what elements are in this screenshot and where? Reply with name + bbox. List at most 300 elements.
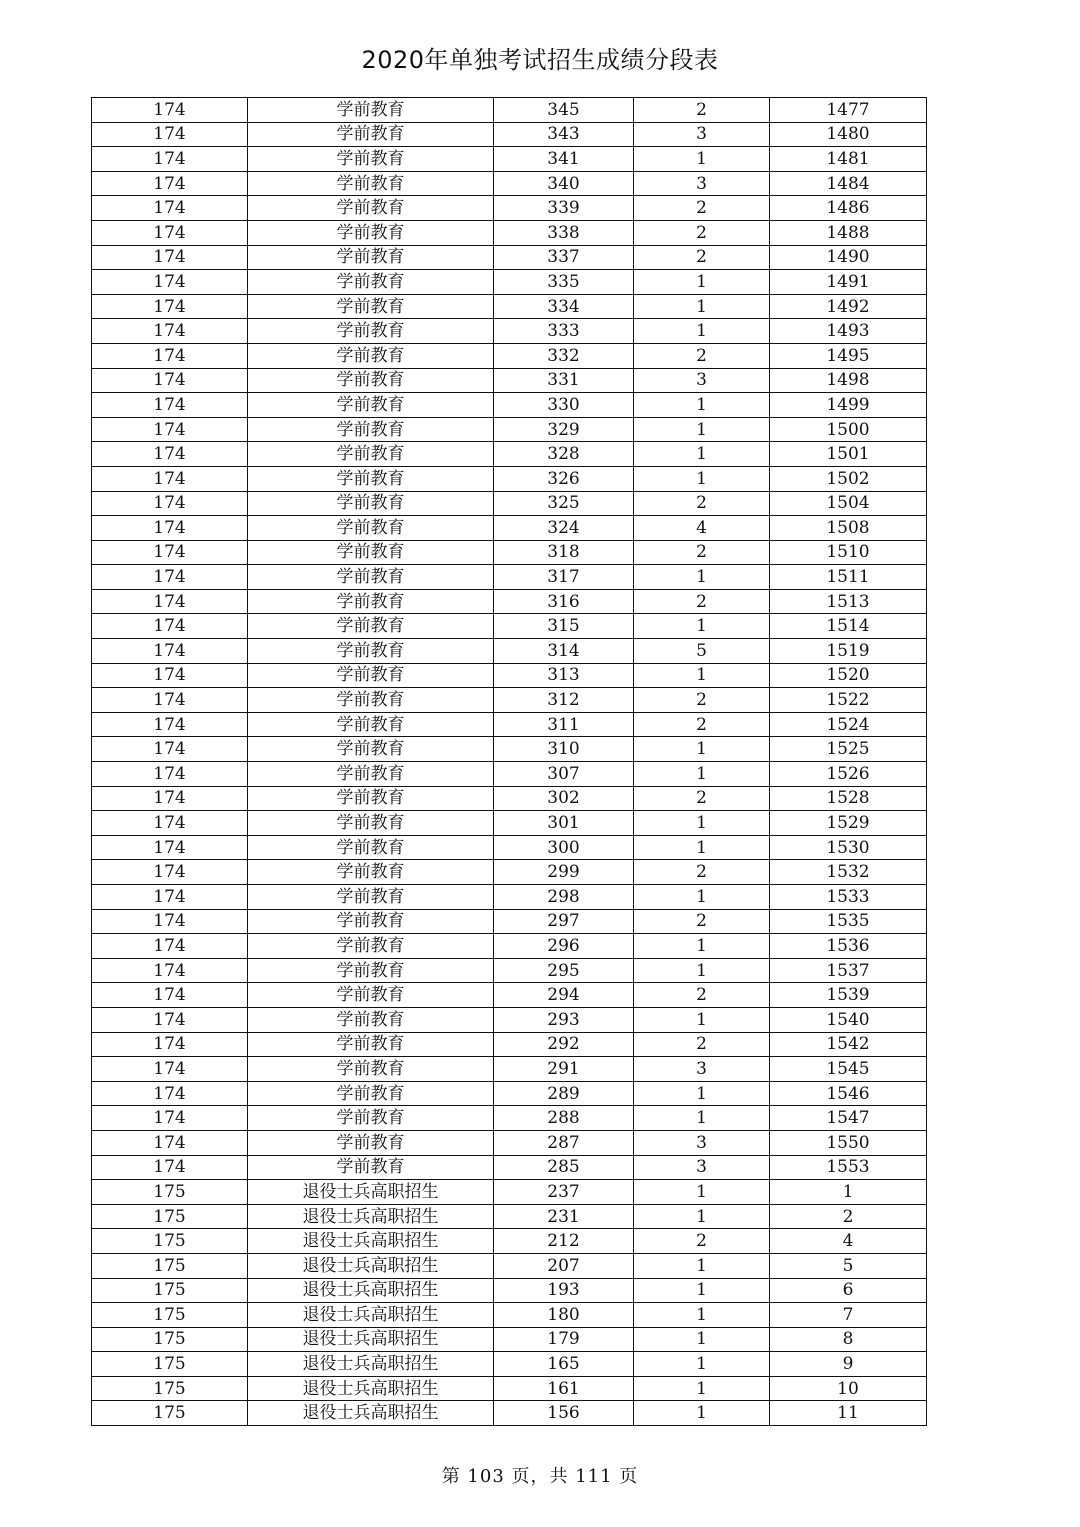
count-cell: 1 bbox=[634, 1106, 770, 1131]
table-row bbox=[92, 565, 927, 590]
major-cell: 学前教育 bbox=[248, 663, 494, 688]
cumulative-cell: 8 bbox=[770, 1327, 927, 1352]
table-row bbox=[92, 934, 927, 959]
count-cell: 1 bbox=[634, 1303, 770, 1328]
major-cell: 学前教育 bbox=[248, 614, 494, 639]
cumulative-cell: 1513 bbox=[770, 589, 927, 614]
cumulative-cell: 9 bbox=[770, 1352, 927, 1377]
count-cell: 3 bbox=[634, 368, 770, 393]
count-cell: 1 bbox=[634, 294, 770, 319]
score-cell: 294 bbox=[494, 983, 634, 1008]
score-cell: 318 bbox=[494, 540, 634, 565]
group-code-cell: 174 bbox=[92, 1155, 248, 1180]
major-cell: 退役士兵高职招生 bbox=[248, 1303, 494, 1328]
cumulative-cell: 1553 bbox=[770, 1155, 927, 1180]
cumulative-cell: 1545 bbox=[770, 1057, 927, 1082]
count-cell: 1 bbox=[634, 393, 770, 418]
cumulative-cell: 1522 bbox=[770, 688, 927, 713]
count-cell: 2 bbox=[634, 245, 770, 270]
cumulative-cell: 1526 bbox=[770, 762, 927, 787]
major-cell: 退役士兵高职招生 bbox=[248, 1278, 494, 1303]
count-cell: 1 bbox=[634, 1180, 770, 1205]
score-cell: 328 bbox=[494, 442, 634, 467]
count-cell: 2 bbox=[634, 540, 770, 565]
cumulative-cell: 1533 bbox=[770, 885, 927, 910]
score-cell: 335 bbox=[494, 270, 634, 295]
group-code-cell: 174 bbox=[92, 1057, 248, 1082]
table-row bbox=[92, 368, 927, 393]
score-cell: 337 bbox=[494, 245, 634, 270]
score-cell: 165 bbox=[494, 1352, 634, 1377]
score-cell: 292 bbox=[494, 1032, 634, 1057]
group-code-cell: 174 bbox=[92, 516, 248, 541]
count-cell: 1 bbox=[634, 663, 770, 688]
major-cell: 学前教育 bbox=[248, 958, 494, 983]
major-cell: 学前教育 bbox=[248, 934, 494, 959]
table-body bbox=[92, 98, 927, 1426]
table-row bbox=[92, 98, 927, 123]
score-cell: 332 bbox=[494, 343, 634, 368]
group-code-cell: 174 bbox=[92, 393, 248, 418]
major-cell: 退役士兵高职招生 bbox=[248, 1253, 494, 1278]
score-cell: 313 bbox=[494, 663, 634, 688]
cumulative-cell: 11 bbox=[770, 1401, 927, 1426]
table-row bbox=[92, 1155, 927, 1180]
score-cell: 345 bbox=[494, 98, 634, 123]
group-code-cell: 174 bbox=[92, 540, 248, 565]
group-code-cell: 174 bbox=[92, 220, 248, 245]
table-row bbox=[92, 417, 927, 442]
group-code-cell: 175 bbox=[92, 1204, 248, 1229]
cumulative-cell: 1504 bbox=[770, 491, 927, 516]
score-cell: 324 bbox=[494, 516, 634, 541]
major-cell: 退役士兵高职招生 bbox=[248, 1327, 494, 1352]
count-cell: 1 bbox=[634, 737, 770, 762]
score-cell: 237 bbox=[494, 1180, 634, 1205]
group-code-cell: 174 bbox=[92, 712, 248, 737]
score-cell: 180 bbox=[494, 1303, 634, 1328]
count-cell: 2 bbox=[634, 983, 770, 1008]
group-code-cell: 175 bbox=[92, 1278, 248, 1303]
table-row bbox=[92, 1303, 927, 1328]
count-cell: 2 bbox=[634, 589, 770, 614]
count-cell: 2 bbox=[634, 1229, 770, 1254]
score-cell: 156 bbox=[494, 1401, 634, 1426]
group-code-cell: 175 bbox=[92, 1180, 248, 1205]
count-cell: 2 bbox=[634, 1032, 770, 1057]
major-cell: 学前教育 bbox=[248, 1155, 494, 1180]
count-cell: 1 bbox=[634, 1007, 770, 1032]
major-cell: 学前教育 bbox=[248, 1106, 494, 1131]
table-row bbox=[92, 540, 927, 565]
group-code-cell: 174 bbox=[92, 1007, 248, 1032]
count-cell: 2 bbox=[634, 491, 770, 516]
cumulative-cell: 1510 bbox=[770, 540, 927, 565]
table-row bbox=[92, 614, 927, 639]
cumulative-cell: 1486 bbox=[770, 196, 927, 221]
table-row bbox=[92, 1032, 927, 1057]
table-row bbox=[92, 220, 927, 245]
count-cell: 1 bbox=[634, 1253, 770, 1278]
count-cell: 1 bbox=[634, 811, 770, 836]
cumulative-cell: 1529 bbox=[770, 811, 927, 836]
score-cell: 295 bbox=[494, 958, 634, 983]
score-cell: 193 bbox=[494, 1278, 634, 1303]
count-cell: 5 bbox=[634, 639, 770, 664]
cumulative-cell: 1514 bbox=[770, 614, 927, 639]
group-code-cell: 174 bbox=[92, 196, 248, 221]
group-code-cell: 175 bbox=[92, 1352, 248, 1377]
group-code-cell: 174 bbox=[92, 909, 248, 934]
score-cell: 212 bbox=[494, 1229, 634, 1254]
major-cell: 学前教育 bbox=[248, 589, 494, 614]
group-code-cell: 174 bbox=[92, 762, 248, 787]
score-cell: 293 bbox=[494, 1007, 634, 1032]
table-row bbox=[92, 319, 927, 344]
count-cell: 1 bbox=[634, 835, 770, 860]
group-code-cell: 174 bbox=[92, 147, 248, 172]
score-cell: 312 bbox=[494, 688, 634, 713]
cumulative-cell: 1491 bbox=[770, 270, 927, 295]
major-cell: 学前教育 bbox=[248, 1032, 494, 1057]
cumulative-cell: 6 bbox=[770, 1278, 927, 1303]
cumulative-cell: 1501 bbox=[770, 442, 927, 467]
cumulative-cell: 1502 bbox=[770, 466, 927, 491]
group-code-cell: 174 bbox=[92, 958, 248, 983]
major-cell: 学前教育 bbox=[248, 1130, 494, 1155]
cumulative-cell: 1547 bbox=[770, 1106, 927, 1131]
count-cell: 1 bbox=[634, 1204, 770, 1229]
table-row bbox=[92, 811, 927, 836]
score-cell: 285 bbox=[494, 1155, 634, 1180]
count-cell: 1 bbox=[634, 565, 770, 590]
group-code-cell: 174 bbox=[92, 417, 248, 442]
group-code-cell: 174 bbox=[92, 786, 248, 811]
major-cell: 学前教育 bbox=[248, 860, 494, 885]
major-cell: 学前教育 bbox=[248, 245, 494, 270]
score-cell: 297 bbox=[494, 909, 634, 934]
table-row bbox=[92, 516, 927, 541]
count-cell: 1 bbox=[634, 319, 770, 344]
cumulative-cell: 1536 bbox=[770, 934, 927, 959]
cumulative-cell: 1519 bbox=[770, 639, 927, 664]
count-cell: 1 bbox=[634, 614, 770, 639]
major-cell: 学前教育 bbox=[248, 811, 494, 836]
table-row bbox=[92, 270, 927, 295]
count-cell: 3 bbox=[634, 171, 770, 196]
group-code-cell: 174 bbox=[92, 171, 248, 196]
cumulative-cell: 1511 bbox=[770, 565, 927, 590]
group-code-cell: 174 bbox=[92, 663, 248, 688]
score-cell: 302 bbox=[494, 786, 634, 811]
cumulative-cell: 1530 bbox=[770, 835, 927, 860]
score-cell: 310 bbox=[494, 737, 634, 762]
score-cell: 231 bbox=[494, 1204, 634, 1229]
table-row bbox=[92, 1253, 927, 1278]
group-code-cell: 175 bbox=[92, 1253, 248, 1278]
page-title: 2020年单独考试招生成绩分段表 bbox=[361, 46, 719, 74]
table-row bbox=[92, 466, 927, 491]
cumulative-cell: 1528 bbox=[770, 786, 927, 811]
score-cell: 301 bbox=[494, 811, 634, 836]
group-code-cell: 174 bbox=[92, 737, 248, 762]
count-cell: 1 bbox=[634, 1327, 770, 1352]
major-cell: 学前教育 bbox=[248, 196, 494, 221]
score-cell: 343 bbox=[494, 122, 634, 147]
count-cell: 2 bbox=[634, 712, 770, 737]
score-cell: 333 bbox=[494, 319, 634, 344]
major-cell: 学前教育 bbox=[248, 786, 494, 811]
major-cell: 退役士兵高职招生 bbox=[248, 1376, 494, 1401]
major-cell: 退役士兵高职招生 bbox=[248, 1180, 494, 1205]
group-code-cell: 174 bbox=[92, 368, 248, 393]
table-row bbox=[92, 860, 927, 885]
major-cell: 学前教育 bbox=[248, 639, 494, 664]
major-cell: 学前教育 bbox=[248, 712, 494, 737]
major-cell: 学前教育 bbox=[248, 220, 494, 245]
table-row bbox=[92, 1081, 927, 1106]
cumulative-cell: 1524 bbox=[770, 712, 927, 737]
count-cell: 1 bbox=[634, 1081, 770, 1106]
count-cell: 1 bbox=[634, 885, 770, 910]
cumulative-cell: 2 bbox=[770, 1204, 927, 1229]
count-cell: 2 bbox=[634, 909, 770, 934]
cumulative-cell: 1 bbox=[770, 1180, 927, 1205]
table-row bbox=[92, 786, 927, 811]
score-cell: 331 bbox=[494, 368, 634, 393]
score-cell: 307 bbox=[494, 762, 634, 787]
group-code-cell: 174 bbox=[92, 860, 248, 885]
count-cell: 1 bbox=[634, 442, 770, 467]
cumulative-cell: 1480 bbox=[770, 122, 927, 147]
cumulative-cell: 1490 bbox=[770, 245, 927, 270]
major-cell: 学前教育 bbox=[248, 1007, 494, 1032]
count-cell: 2 bbox=[634, 688, 770, 713]
table-row bbox=[92, 1130, 927, 1155]
major-cell: 学前教育 bbox=[248, 540, 494, 565]
table-row bbox=[92, 1327, 927, 1352]
table-row bbox=[92, 639, 927, 664]
major-cell: 学前教育 bbox=[248, 885, 494, 910]
score-cell: 329 bbox=[494, 417, 634, 442]
count-cell: 1 bbox=[634, 958, 770, 983]
count-cell: 3 bbox=[634, 1057, 770, 1082]
group-code-cell: 174 bbox=[92, 294, 248, 319]
table-row bbox=[92, 1007, 927, 1032]
cumulative-cell: 1525 bbox=[770, 737, 927, 762]
major-cell: 学前教育 bbox=[248, 983, 494, 1008]
cumulative-cell: 1550 bbox=[770, 1130, 927, 1155]
score-cell: 316 bbox=[494, 589, 634, 614]
table-row bbox=[92, 171, 927, 196]
table-row bbox=[92, 1106, 927, 1131]
score-cell: 207 bbox=[494, 1253, 634, 1278]
group-code-cell: 174 bbox=[92, 466, 248, 491]
cumulative-cell: 1535 bbox=[770, 909, 927, 934]
group-code-cell: 175 bbox=[92, 1401, 248, 1426]
score-cell: 161 bbox=[494, 1376, 634, 1401]
major-cell: 退役士兵高职招生 bbox=[248, 1204, 494, 1229]
major-cell: 学前教育 bbox=[248, 491, 494, 516]
group-code-cell: 174 bbox=[92, 1032, 248, 1057]
table-row bbox=[92, 147, 927, 172]
cumulative-cell: 4 bbox=[770, 1229, 927, 1254]
cumulative-cell: 1492 bbox=[770, 294, 927, 319]
score-cell: 289 bbox=[494, 1081, 634, 1106]
table-row bbox=[92, 885, 927, 910]
table-row bbox=[92, 122, 927, 147]
cumulative-cell: 1508 bbox=[770, 516, 927, 541]
cumulative-cell: 1493 bbox=[770, 319, 927, 344]
group-code-cell: 175 bbox=[92, 1229, 248, 1254]
cumulative-cell: 1520 bbox=[770, 663, 927, 688]
major-cell: 学前教育 bbox=[248, 762, 494, 787]
score-table bbox=[91, 97, 927, 1426]
cumulative-cell: 7 bbox=[770, 1303, 927, 1328]
major-cell: 学前教育 bbox=[248, 466, 494, 491]
table-row bbox=[92, 491, 927, 516]
score-cell: 325 bbox=[494, 491, 634, 516]
group-code-cell: 174 bbox=[92, 811, 248, 836]
count-cell: 1 bbox=[634, 1278, 770, 1303]
major-cell: 学前教育 bbox=[248, 122, 494, 147]
table-row bbox=[92, 1401, 927, 1426]
cumulative-cell: 1499 bbox=[770, 393, 927, 418]
score-cell: 330 bbox=[494, 393, 634, 418]
score-cell: 326 bbox=[494, 466, 634, 491]
table-row bbox=[92, 835, 927, 860]
count-cell: 2 bbox=[634, 786, 770, 811]
table-row bbox=[92, 712, 927, 737]
major-cell: 学前教育 bbox=[248, 98, 494, 123]
group-code-cell: 175 bbox=[92, 1327, 248, 1352]
major-cell: 学前教育 bbox=[248, 319, 494, 344]
count-cell: 3 bbox=[634, 122, 770, 147]
group-code-cell: 174 bbox=[92, 98, 248, 123]
score-cell: 314 bbox=[494, 639, 634, 664]
table-row bbox=[92, 393, 927, 418]
major-cell: 学前教育 bbox=[248, 171, 494, 196]
major-cell: 学前教育 bbox=[248, 147, 494, 172]
table-row bbox=[92, 245, 927, 270]
cumulative-cell: 1477 bbox=[770, 98, 927, 123]
score-cell: 298 bbox=[494, 885, 634, 910]
table-row bbox=[92, 663, 927, 688]
table-row bbox=[92, 1204, 927, 1229]
group-code-cell: 174 bbox=[92, 319, 248, 344]
count-cell: 1 bbox=[634, 1401, 770, 1426]
major-cell: 学前教育 bbox=[248, 442, 494, 467]
group-code-cell: 174 bbox=[92, 270, 248, 295]
cumulative-cell: 1539 bbox=[770, 983, 927, 1008]
group-code-cell: 174 bbox=[92, 1130, 248, 1155]
count-cell: 4 bbox=[634, 516, 770, 541]
count-cell: 1 bbox=[634, 270, 770, 295]
major-cell: 退役士兵高职招生 bbox=[248, 1229, 494, 1254]
count-cell: 2 bbox=[634, 220, 770, 245]
major-cell: 学前教育 bbox=[248, 417, 494, 442]
count-cell: 1 bbox=[634, 147, 770, 172]
count-cell: 1 bbox=[634, 466, 770, 491]
count-cell: 2 bbox=[634, 98, 770, 123]
count-cell: 2 bbox=[634, 860, 770, 885]
table-row bbox=[92, 1057, 927, 1082]
table-row bbox=[92, 1278, 927, 1303]
score-cell: 288 bbox=[494, 1106, 634, 1131]
group-code-cell: 174 bbox=[92, 934, 248, 959]
major-cell: 学前教育 bbox=[248, 270, 494, 295]
table-row bbox=[92, 442, 927, 467]
cumulative-cell: 1546 bbox=[770, 1081, 927, 1106]
table-row bbox=[92, 688, 927, 713]
page-footer: 第 103 页，共 111 页 bbox=[441, 1466, 639, 1487]
table-row bbox=[92, 294, 927, 319]
major-cell: 退役士兵高职招生 bbox=[248, 1401, 494, 1426]
group-code-cell: 174 bbox=[92, 343, 248, 368]
major-cell: 学前教育 bbox=[248, 516, 494, 541]
score-cell: 334 bbox=[494, 294, 634, 319]
score-cell: 311 bbox=[494, 712, 634, 737]
group-code-cell: 174 bbox=[92, 565, 248, 590]
major-cell: 退役士兵高职招生 bbox=[248, 1352, 494, 1377]
group-code-cell: 174 bbox=[92, 1106, 248, 1131]
score-cell: 340 bbox=[494, 171, 634, 196]
cumulative-cell: 1488 bbox=[770, 220, 927, 245]
count-cell: 1 bbox=[634, 1352, 770, 1377]
table-row bbox=[92, 589, 927, 614]
table-row bbox=[92, 343, 927, 368]
major-cell: 学前教育 bbox=[248, 294, 494, 319]
count-cell: 2 bbox=[634, 196, 770, 221]
score-cell: 317 bbox=[494, 565, 634, 590]
major-cell: 学前教育 bbox=[248, 393, 494, 418]
count-cell: 3 bbox=[634, 1130, 770, 1155]
table-row bbox=[92, 1229, 927, 1254]
major-cell: 学前教育 bbox=[248, 909, 494, 934]
score-cell: 299 bbox=[494, 860, 634, 885]
count-cell: 3 bbox=[634, 1155, 770, 1180]
group-code-cell: 175 bbox=[92, 1376, 248, 1401]
cumulative-cell: 1495 bbox=[770, 343, 927, 368]
group-code-cell: 174 bbox=[92, 688, 248, 713]
score-cell: 341 bbox=[494, 147, 634, 172]
major-cell: 学前教育 bbox=[248, 368, 494, 393]
group-code-cell: 175 bbox=[92, 1303, 248, 1328]
table-row bbox=[92, 983, 927, 1008]
cumulative-cell: 10 bbox=[770, 1376, 927, 1401]
count-cell: 1 bbox=[634, 934, 770, 959]
cumulative-cell: 1500 bbox=[770, 417, 927, 442]
major-cell: 学前教育 bbox=[248, 343, 494, 368]
major-cell: 学前教育 bbox=[248, 1057, 494, 1082]
table-row bbox=[92, 958, 927, 983]
cumulative-cell: 5 bbox=[770, 1253, 927, 1278]
group-code-cell: 174 bbox=[92, 1081, 248, 1106]
major-cell: 学前教育 bbox=[248, 688, 494, 713]
count-cell: 1 bbox=[634, 1376, 770, 1401]
cumulative-cell: 1542 bbox=[770, 1032, 927, 1057]
table-row bbox=[92, 1352, 927, 1377]
score-cell: 338 bbox=[494, 220, 634, 245]
cumulative-cell: 1484 bbox=[770, 171, 927, 196]
table-row bbox=[92, 737, 927, 762]
score-cell: 291 bbox=[494, 1057, 634, 1082]
score-cell: 179 bbox=[494, 1327, 634, 1352]
group-code-cell: 174 bbox=[92, 835, 248, 860]
group-code-cell: 174 bbox=[92, 614, 248, 639]
major-cell: 学前教育 bbox=[248, 835, 494, 860]
group-code-cell: 174 bbox=[92, 442, 248, 467]
